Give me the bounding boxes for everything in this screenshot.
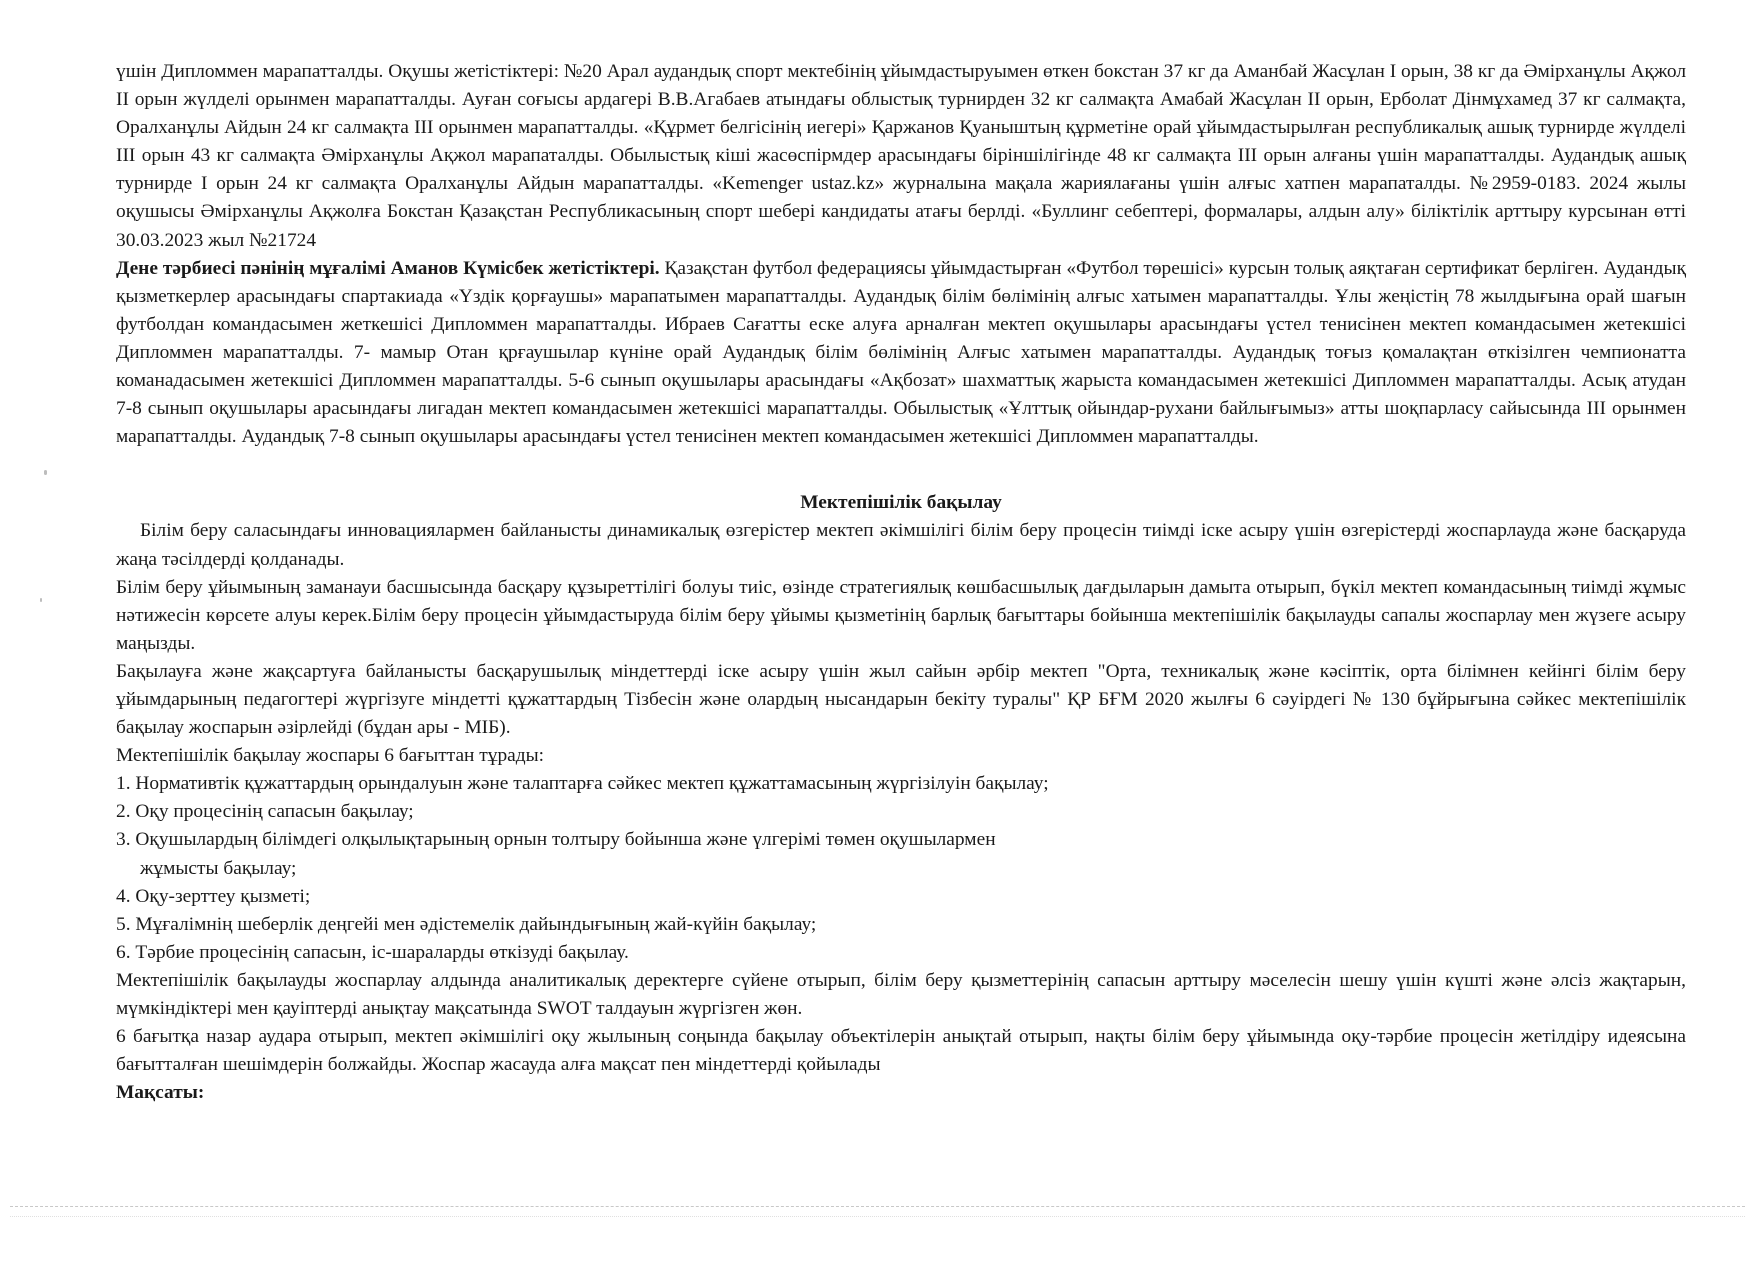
- paragraph-swot: Мектепішілік бақылауды жоспарлау алдында аналитикалық деректерге сүйене отырып, білім беру қызметтерінің сапасын арттыру мәселесін шешу үшін күшті және әлсіз жақтарын, мүмкіндіктері мен қауіптерді анықтау мақсатында SWOT талдауын жүргізген жөн.: [116, 969, 1686, 1019]
- paragraph-six-directions: 6 бағытқа назар аудара отырып, мектеп әкімшілігі оқу жылының соңында бақылау объектілерін анықтай отырып, нақты білім беру ұйымында оқу-тәрбие процесін жетілдіру идеясына бағытталған шешімдерін болжайды. Жоспар жасауда алға мақсат пен міндеттерді қойылады: [116, 1026, 1686, 1076]
- document-page: [116, 58, 1686, 1107]
- list-item: 4. Оқу-зерттеу қызметі;: [116, 885, 311, 907]
- paragraph-management: Білім беру ұйымының заманауи басшысында басқару құзыреттілігі болуы тиіс, өзінде стратегиялық көшбасшылық дағдыларын дамыта отырып, бүкіл мектеп командасының тиімді жұмыс нәтижесін көрсете алуы керек.Білім беру процесін ұйымдастыруда білім беру ұйымы қызметінің барлық бағыттары бойынша мектепішілік бақылауды сапалы жоспарлау мен жүзеге асыру маңызды.: [116, 576, 1686, 654]
- goals-label: Мақсаты:: [116, 1082, 205, 1104]
- achievements-continued-paragraph: үшін Дипломмен марапатталды. Оқушы жетістіктері: №20 Арал аудандық спорт мектебінің ұйымдастыруымен өткен бокстан 37 кг да Аманбай Жасұлан I орын, 38 кг да Әмірханұлы Ақжол II орын жүлделі орынмен марапатталды. Ауған соғысы ардагері В.В.Агабаев атындағы облыстық турнирден 32 кг салмақта Амабай Жасұлан II орын, Ерболат Дінмұхамед 37 кг салмақта, Оралханұлы Айдын 24 кг салмақта III орынмен марапатталды. «Құрмет белгісінің иегері» Қаржанов Қуаныштың құрметіне орай ұйымдастырылған республикалық ашық турнирде жүлделі III орын 43 кг салмақта Әмірханұлы Ақжол марапаталды. Обылыстық кіші жасөспірмдер арасындағы біріншілігінде 48 кг салмақта III орын алғаны үшін марапатталды. Аудандық ашық турнирде I орын 24 кг салмақта Оралханұлы Айдын марапатталды. «Kemenger ustaz.kz» журналына мақала жариялағаны үшін алғыс хатпен марапаталды. №2959-0183. 2024 жылы оқушысы Әмірханұлы Ақжолға Бокстан Қазақстан Республикасының спорт шебері кандидаты атағы берлді. «Буллинг себептері, формалары, алдын алу» біліктілік арттыру курсынан өтті 30.03.2023 жыл №21724: [116, 61, 1686, 251]
- pe-teacher-heading: Дене тәрбиесі пәнінің мұғалімі Аманов Күмісбек жетістіктері.: [116, 257, 660, 279]
- scan-edge-line-faint: [10, 1216, 1745, 1217]
- section-title: Мектепішілік бақылау: [800, 492, 1002, 514]
- list-item: жұмысты бақылау;: [140, 857, 297, 879]
- scan-speck: [40, 598, 42, 602]
- paragraph-plan-directions-intro: Мектепішілік бақылау жоспары 6 бағыттан тұрады:: [116, 745, 545, 767]
- scan-speck: [44, 470, 47, 475]
- paragraph-order: Бақылауға және жақсартуға байланысты басқарушылық міндеттерді іске асыру үшін жыл сайын әрбір мектеп "Орта, техникалық және кәсіптік, орта білімнен кейінгі білім беру ұйымдарының педагогтері жүргізуге міндетті құжаттардың Тізбесін және олардың нысандарын бекіту туралы" ҚР БҒМ 2020 жылғы 6 сәуірдегі № 130 бұйрығына сәйкес мектепішілік бақылау жоспарын әзірлейді (бұдан ары - МІБ).: [116, 660, 1686, 739]
- pe-teacher-text: Қазақстан футбол федерациясы ұйымдастырған «Футбол төрешісі» курсын толық аяқтаған сертификат берліген. Аудандық қызметкерлер арасындағы спартакиада «Үздік қорғаушы» марапатымен марапатталды. Аудандық білім бөлімінің алғыс хатымен марапатталды. Ұлы жеңістің 78 жылдығына орай шағын футболдан командасымен жеткешісі Дипломмен марапатталды. Ибраев Сағатты еске алуға арналған мектеп оқушылары арасындағы үстел тенисінен мектеп командасымен жетекшісі Дипломмен марапатталды. 7- мамыр Отан қрғаушылар күніне орай Аудандық білім бөлімінің Алғыс хатымен марапатталды. Аудандық тоғыз қомалақтан өткізілген чемпионатта команадасымен жетекшісі Дипломмен марапатталды. 5-6 сынып оқушылары арасындағы «Ақбозат» шахматтық жарыста командасымен жетекшісі Дипломмен марапатталды. Асық атудан 7-8 сынып оқушылары арасындағы лигадан мектеп командасымен жетекшісі марапатталды. Обылыстық «Ұлттық ойындар-рухани байлығымыз» атты шоқпарласу сайысында III орынмен марапатталды. Аудандық 7-8 сынып оқушылары арасындағы үстел тенисінен мектеп командасымен жетекшісі Дипломмен марапатталды.: [116, 257, 1686, 448]
- list-item: 3. Оқушылардың білімдегі олқылықтарының орнын толтыру бойынша және үлгерімі төмен оқушылармен: [116, 829, 996, 851]
- list-item: 2. Оқу процесінің сапасын бақылау;: [116, 801, 414, 823]
- directions-list: [116, 770, 1686, 967]
- pe-teacher-achievements-paragraph: [116, 255, 1686, 452]
- paragraph-innovations: Білім беру саласындағы инновациялармен байланысты динамикалық өзгерістер мектеп әкімшілігі білім беру процесін тиімді іске асыру үшін өзгерістерді жоспарлауда және басқаруда жаңа тәсілдерді қолданады.: [116, 520, 1686, 570]
- scan-edge-line: [10, 1206, 1745, 1207]
- list-item: 1. Нормативтік құжаттардың орындалуын және талаптарға сәйкес мектеп құжаттамасының жүргізілуін бақылау;: [116, 773, 1049, 795]
- list-item: 6. Тәрбие процесінің сапасын, іс-шараларды өткізуді бақылау.: [116, 941, 629, 963]
- list-item: 5. Мұғалімнің шеберлік деңгейі мен әдістемелік дайындығының жай-күйін бақылау;: [116, 913, 817, 935]
